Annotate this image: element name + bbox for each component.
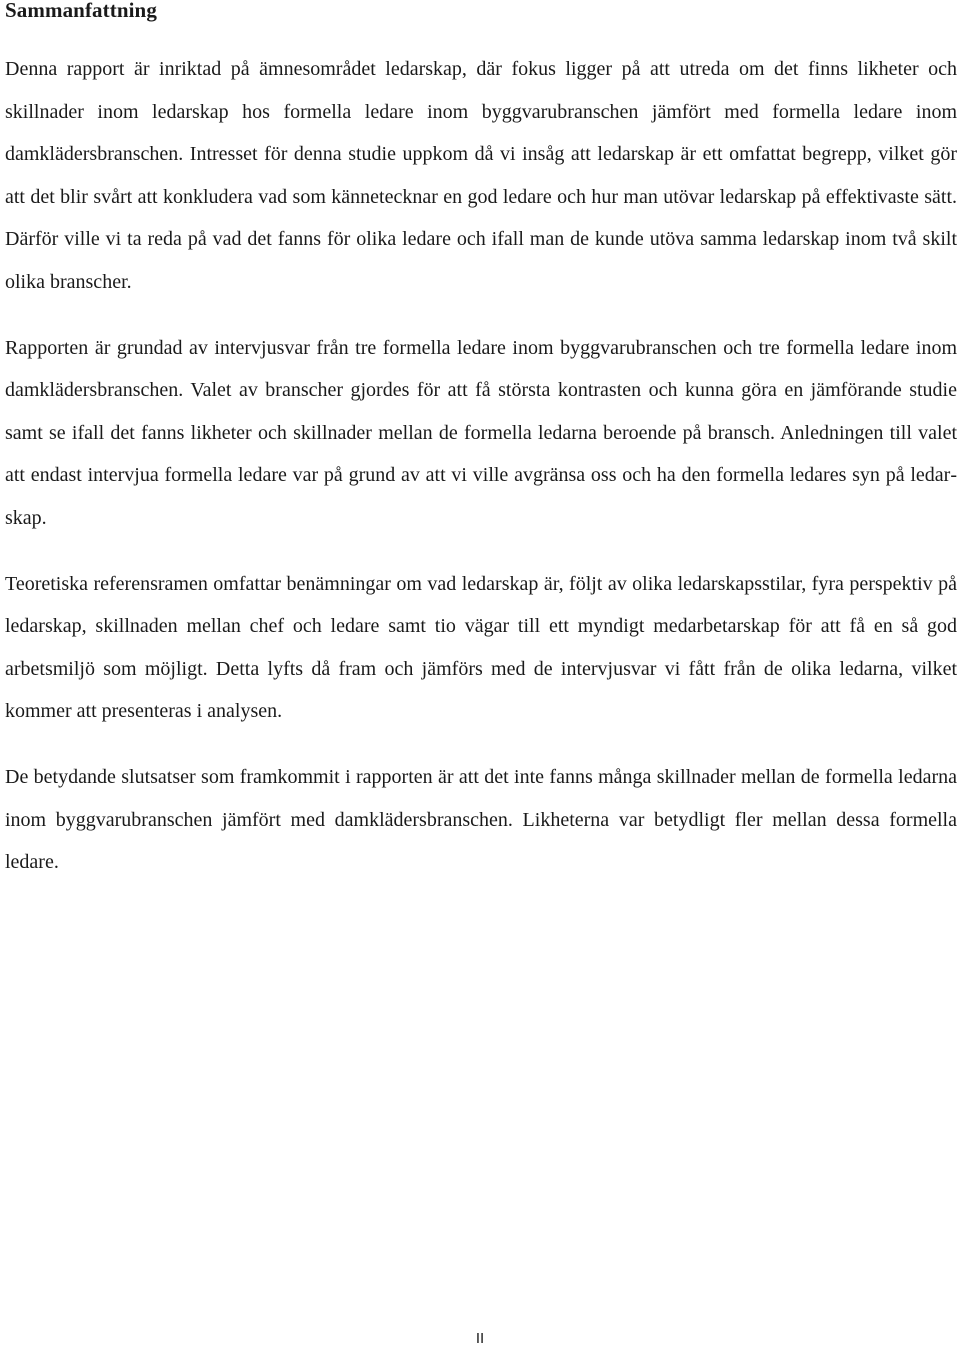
paragraph-method: Rapporten är grundad av intervjusvar från tre formella ledare inom byggvarubranschen och tre formella ledare inom damklädersbranschen. Valet av branscher gjordes för att få största kontrasten och kunna göra en jämförande studie samt se ifall det fanns likheter och skillnader mellan de formella ledarna beroende på bransch. Anledningen till valet att endast intervjua formella ledare var på grund av att vi ville avgränsa oss och ha den formella ledares syn på ledarskap. [5,336,957,529]
paragraph-purpose: Denna rapport är inriktad på ämnesområdet ledarskap, där fokus ligger på att utreda om det finns likheter och skillnader inom ledarskap hos formella ledare inom byggvarubranschen jämfört med formella ledare inom damklädersbranschen. Intresset för denna studie uppkom då vi insåg att ledarskap är ett omfattat begrepp, vilket gör att det blir svårt att konkludera vad som kännetecknar en god ledare och hur man utövar ledarskap på effektivaste sätt. Därför ville vi ta reda på vad det fanns för olika ledare och ifall man de kunde utöva samma ledarskap inom två skilt olika branscher. [5,58,957,293]
summary-body [5,48,957,907]
section-heading: Sammanfattning [5,0,157,22]
page-number: II [475,1330,485,1347]
paragraph-conclusion: De betydande slutsatser som framkommit i rapporten är att det inte fanns många skillnader mellan de formella ledarna inom byggvarubranschen jämfört med damklädersbranschen. Likheterna var betydligt fler mellan dessa formella ledare. [5,765,957,874]
paragraph-theory: Teoretiska referensramen omfattar benämningar om vad ledarskap är, följt av olika ledarskapsstilar, fyra perspektiv på ledarskap, skillnaden mellan chef och ledare samt tio vägar till ett myndigt medarbetarskap för att få en så god arbetsmiljö som möjligt. Detta lyfts då fram och jämförs med de intervjusvar vi fått från de olika ledarna, vilket kommer att presenteras i analysen. [5,572,957,723]
